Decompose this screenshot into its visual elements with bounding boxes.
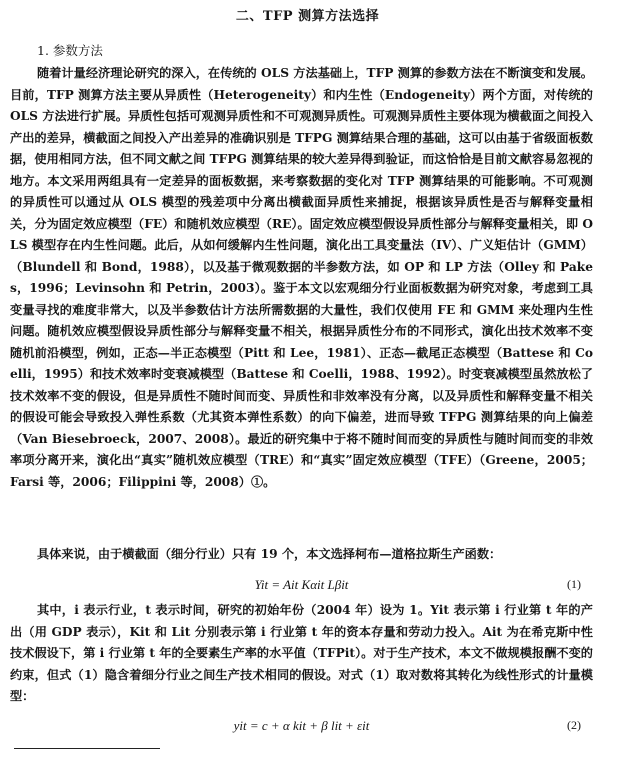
body-paragraph-3: 其中，i 表示行业，t 表示时间，研究的初始年份（2004 年）设为 1。Yit 表示第 i 行业第 t 年的产出（用 GDP 表示），Kit 和 Lit 分别表示第 i 行业第 t 年的资本存量和劳动力投入。Ait 为在希克斯中性技术假设下，第 i 行业第 t 年的全要素生产率的水平值（TFPit）。对于生产技术，本文不做规模报酬不变的约束，但式（1）隐含着细分行业之间生产技术相同的假设。对式（1）取对数将其转化为线性形式的计量模型： bbox=[10, 603, 593, 703]
equation-2-body: yit = c + α kit + β lit + εit bbox=[233, 718, 370, 733]
equation-1 bbox=[10, 574, 593, 596]
equation-2-number: (2) bbox=[567, 718, 581, 732]
body-paragraph-1: 随着计量经济理论研究的深入，在传统的 OLS 方法基础上，TFP 测算的参数方法在不断演变和发展。目前，TFP 测算方法主要从异质性（Heterogeneity）和内生性（Endogeneity）两个方面，对传统的 OLS 方法进行扩展。异质性包括可观测异质性和不可观测异质性。可观测异质性主要体现为横截面之间投入产出的差异，横截面之间投入产出差异的准确识别是 TFPG 测算结果合理的基础，这可以由基于省级面板数据，使用相同方法，但不同文献之间 TFPG 测算结果的较大差异得到验证，而这恰恰是目前文献容易忽视的地方。本文采用两组具有一定差异的面板数据，来考察数据的变化对 TFP 测算结果的可能影响。不可观测的异质性可以通过从 OLS 模型的残差项中分离出横截面异质性来捕捉，根据该异质性是否与解释变量相关，分为固定效应模型（FE）和随机效应模型（RE）。固定效应模型假设异质性部分与解释变量相关，即 OLS 模型存在内生性问题。此后，从如何缓解内生性问题，演化出工具变量法（IV）、广义矩估计（GMM）（Blundell 和 Bond，1988），以及基于微观数据的半参数方法，如 OP 和 LP 方法（Olley 和 Pakes，1996；Levinsohn 和 Petrin，2003）。鉴于本文以宏观细分行业面板数据为研究对象，考虑到工具变量寻找的难度非常大，以及半参数估计方法所需数据的大量性，我们仅使用 FE 和 GMM 来处理内生性问题。随机效应模型假设异质性部分与解释变量不相关，根据异质性分布的不同形式，演化出技术效率不变随机前沿模型，例如，正态—半正态模型（Pitt 和 Lee，1981）、正态—截尾正态模型（Battese 和 Coelli，1995）和技术效率时变衰减模型（Battese 和 Coelli，1988、1992）。时变衰减模型虽然放松了技术效率不变的假设，但是异质性不随时间而变、异质性和非效率没有分离，以及异质性和解释变量不相关的假设可能会导致投入弹性系数（尤其资本弹性系数）的向下偏差，进而导致 TFPG 测算结果的向上偏差（Van Biesebroeck，2007、2008）。最近的研究集中于将不随时间而变的异质性与随时间而变的非效率项分离开来，演化出“真实”随机效应模型（TRE）和“真实”固定效应模型（TFE）（Greene，2005；Farsi 等，2006；Filippini 等，2008）①。 bbox=[10, 66, 593, 489]
equation-1-number: (1) bbox=[567, 577, 581, 591]
section-title: 二、TFP 测算方法选择 bbox=[235, 9, 380, 24]
subsection-title: 1. 参数方法 bbox=[37, 43, 103, 58]
equation-2 bbox=[10, 715, 593, 737]
footnote-divider bbox=[14, 748, 160, 749]
document-page bbox=[10, 0, 605, 757]
body-paragraph-2: 具体来说，由于横截面（细分行业）只有 19 个，本文选择柯布—道格拉斯生产函数： bbox=[37, 547, 502, 561]
equation-1-body: Yit = Ait Kαit Lβit bbox=[254, 577, 349, 592]
